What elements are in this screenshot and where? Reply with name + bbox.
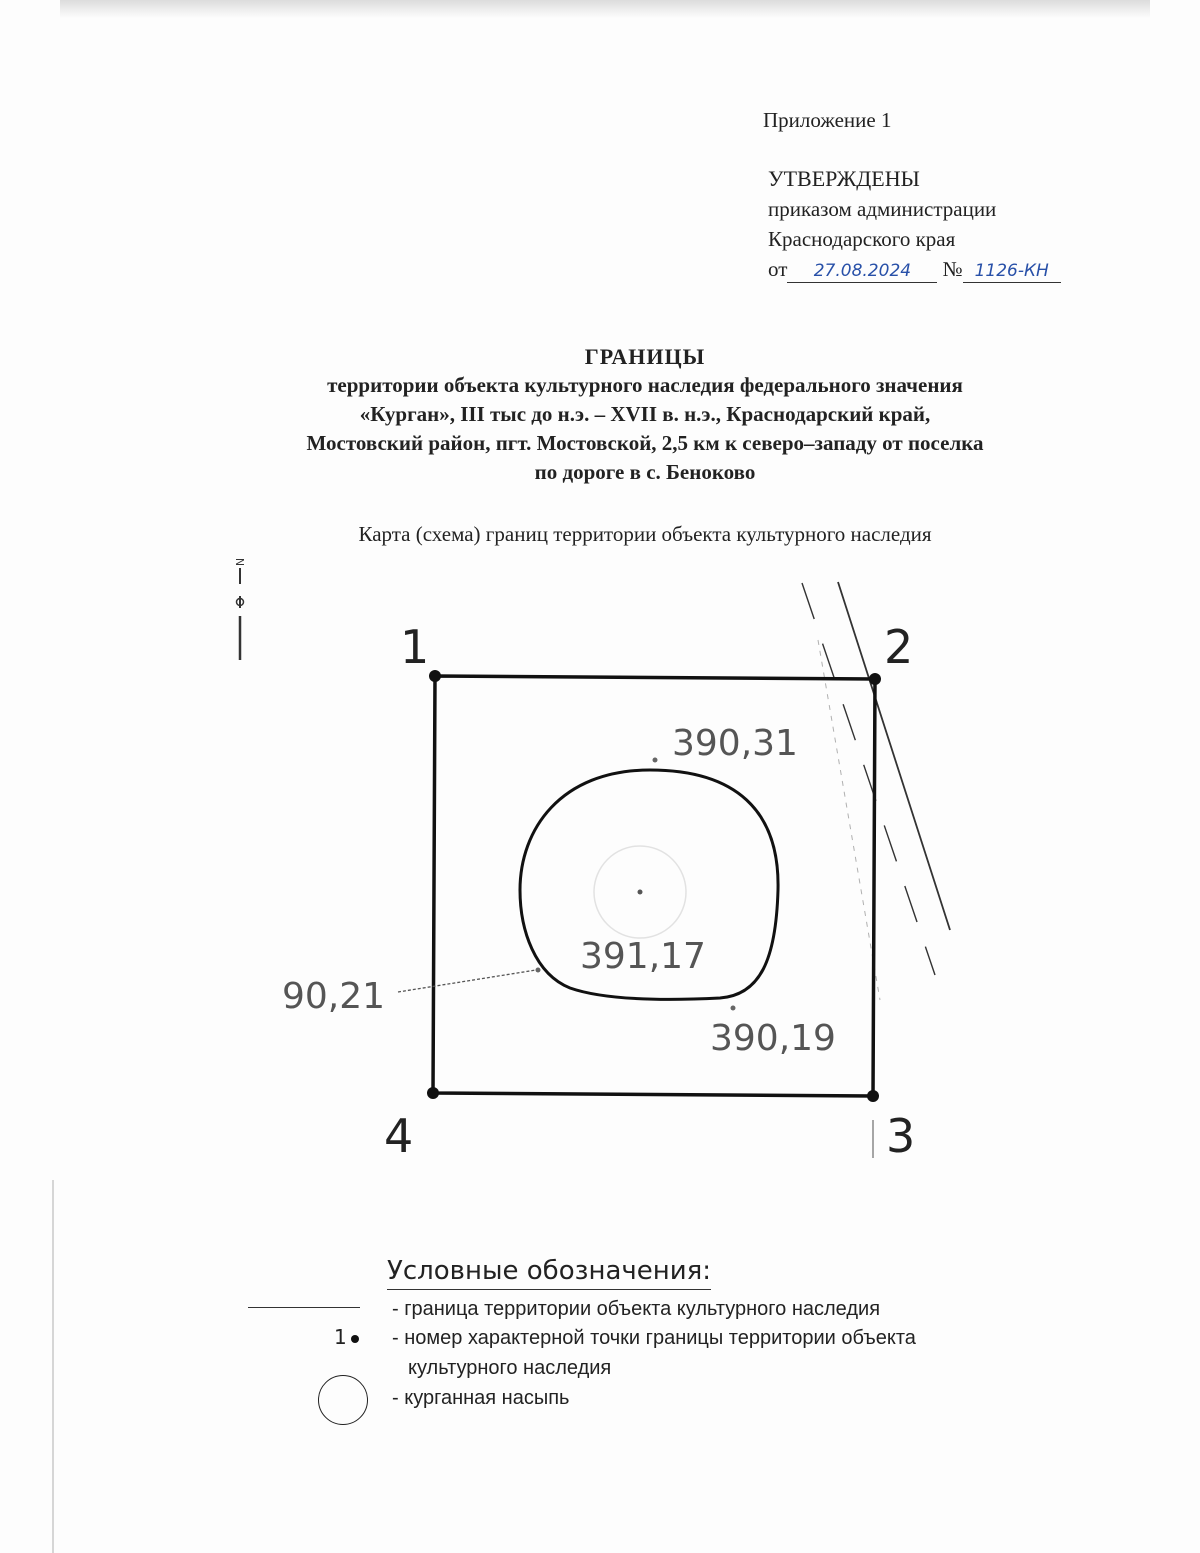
approval-heading: УТВЕРЖДЕНЫ [768,166,920,191]
legend-point-text-2: культурного наследия [408,1357,612,1379]
elevation-point-2 [536,968,541,973]
number-prefix: № [942,257,963,281]
legend-boundary-text: - граница территории объекта культурного наследия [392,1298,881,1320]
point-label-2: 2 [884,620,914,674]
elevation-label-4: 390,19 [710,1018,836,1059]
legend-point-symbol [334,1325,359,1349]
title-line-1: территории объекта культурного наследия федерального значения [327,373,963,397]
point-label-4: 4 [384,1109,414,1163]
approval-line-2: Краснодарского края [768,227,956,251]
point-label-3: 3 [886,1109,916,1163]
title-line-3: Мостовский район, пгт. Мостовской, 2,5 км к северо–западу от поселка [306,431,984,455]
appendix-label: Приложение 1 [763,108,892,132]
legend-mound-symbol [318,1375,368,1425]
legend-boundary-symbol [248,1307,360,1308]
legend-point-dot [351,1335,359,1343]
approval-line-1: приказом администрации [768,197,997,221]
vertex-4-marker [427,1087,439,1099]
legend-mound-text: - курганная насыпь [392,1387,570,1409]
north-label: N [233,557,246,567]
legend-point-number: 1 [334,1325,347,1349]
title-main: ГРАНИЦЫ [584,344,706,369]
handwritten-date: 27.08.2024 [787,260,937,283]
title-line-2: «Курган», III тыс до н.э. – XVII в. н.э., Краснодарский край, [359,402,931,426]
vertex-3-marker [867,1090,879,1102]
vertex-1-marker [429,670,441,682]
north-arrow-icon [233,558,246,660]
elevation-leader-line [398,970,536,992]
legend-point-text-1: - номер характерной точки границы территории объекта [392,1327,916,1349]
map-caption: Карта (схема) границ территории объекта культурного наследия [358,522,932,546]
legend-title: Условные обозначения: [387,1255,711,1290]
handwritten-number: 1126-КН [963,260,1061,283]
summit-point [638,890,643,895]
elevation-label-3: 90,21 [282,976,386,1017]
elevation-label-2: 391,17 [580,936,706,977]
elevation-label-1: 390,31 [672,723,798,764]
vertex-2-marker [869,673,881,685]
date-prefix: от [768,257,788,281]
elevation-point-1 [653,758,658,763]
elevation-point-3 [731,1006,736,1011]
title-line-4: по дороге в с. Беноково [534,460,756,484]
point-label-1: 1 [400,620,430,674]
